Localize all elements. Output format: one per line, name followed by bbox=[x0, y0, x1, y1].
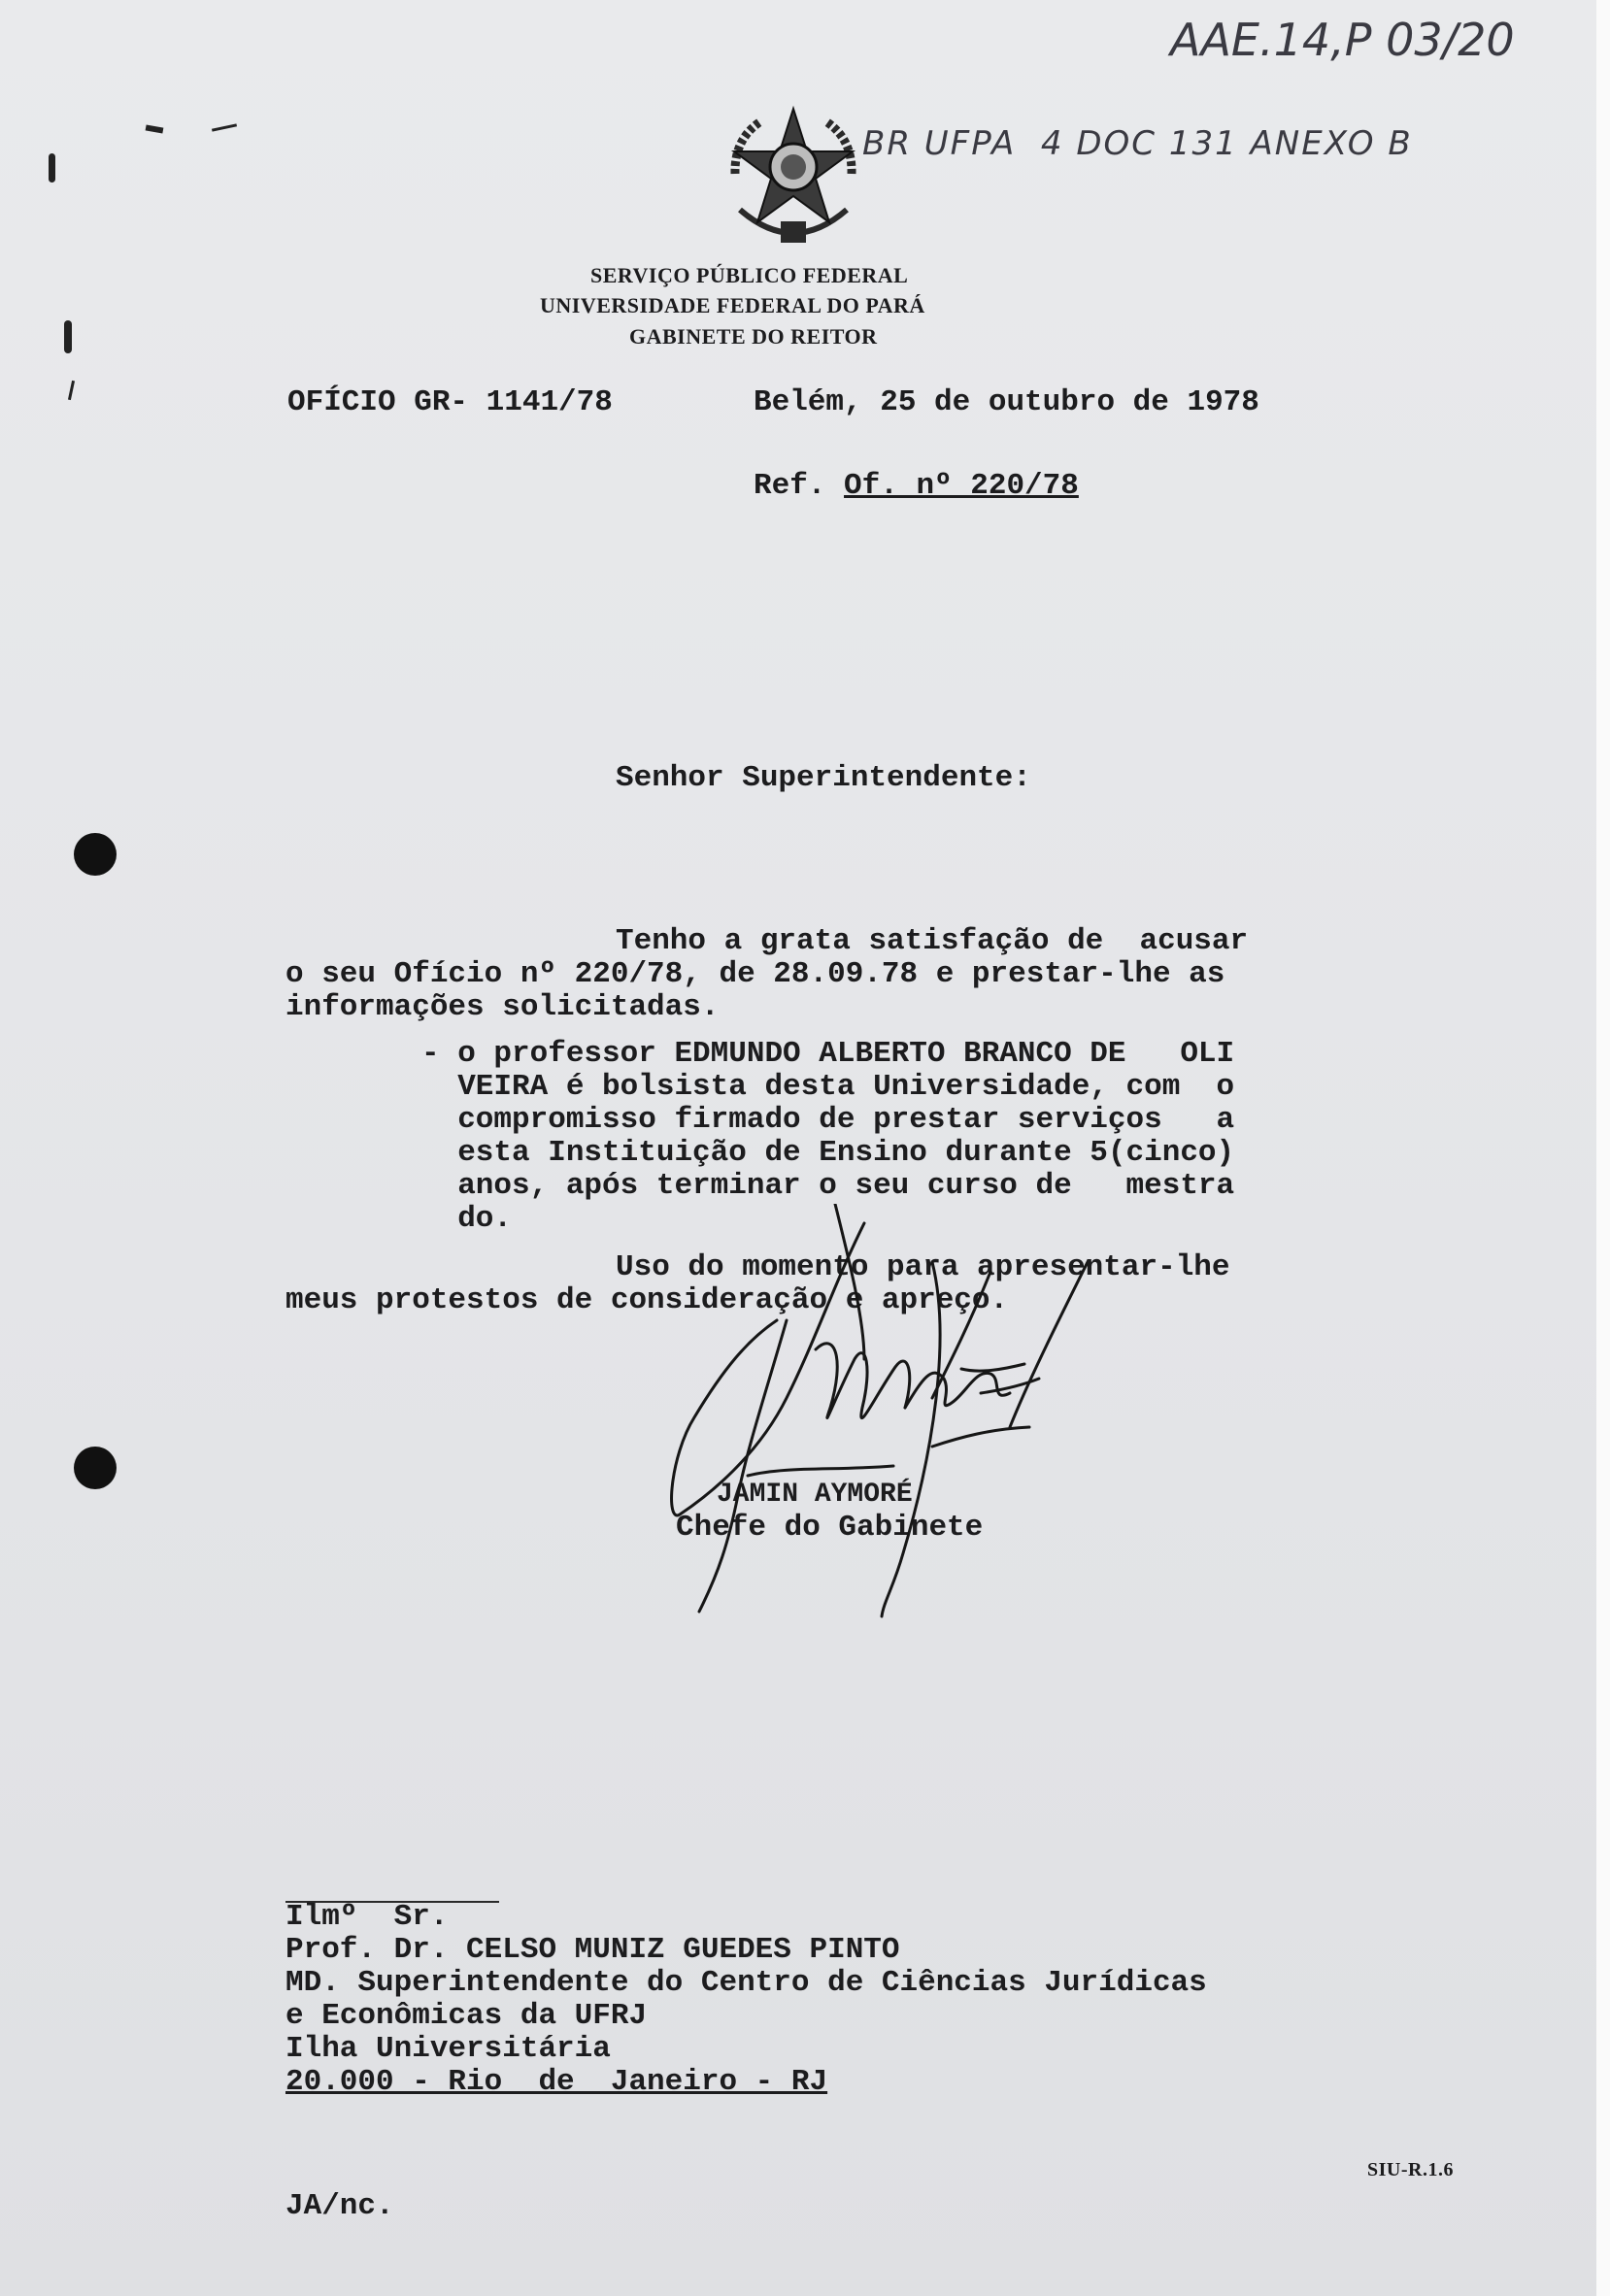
addressee-line: Ilha Universitária bbox=[285, 2032, 611, 2066]
paragraph-line: informações solicitadas. bbox=[285, 990, 720, 1024]
oficio-number: OFÍCIO GR- 1141/78 bbox=[287, 385, 613, 419]
item-line: anos, após terminar o seu curso de mestra bbox=[421, 1169, 1235, 1203]
archive-note-doc: BR UFPA 4 DOC 131 ANEXO B bbox=[862, 124, 1413, 163]
addressee-line: Prof. Dr. CELSO MUNIZ GUEDES PINTO bbox=[285, 1933, 900, 1967]
item-line: - o professor EDMUNDO ALBERTO BRANCO DE OLI bbox=[421, 1037, 1235, 1071]
reference-value: Of. nº 220/78 bbox=[844, 469, 1079, 503]
form-code: SIU-R.1.6 bbox=[1367, 2159, 1454, 2180]
letterhead-university: UNIVERSIDADE FEDERAL DO PARÁ bbox=[540, 293, 925, 317]
handwritten-signature-icon bbox=[641, 1204, 1088, 1621]
paragraph-line: o seu Ofício nº 220/78, de 28.09.78 e prestar-lhe as bbox=[285, 957, 1225, 991]
speck bbox=[49, 153, 55, 183]
punch-hole-top bbox=[74, 833, 117, 876]
brazil-coat-of-arms-icon bbox=[721, 101, 866, 247]
addressee-line: MD. Superintendente do Centro de Ciências Jurídicas bbox=[285, 1966, 1207, 2000]
reference-prefix: Ref. bbox=[754, 469, 826, 503]
typist-initials: JA/nc. bbox=[285, 2189, 394, 2223]
reference bbox=[754, 470, 1079, 503]
addressee-line: Ilmº Sr. bbox=[285, 1900, 449, 1934]
signatory-name: JAMIN AYMORÉ bbox=[717, 1480, 913, 1510]
signatory-title: Chefe do Gabinete bbox=[676, 1511, 984, 1545]
archive-note-top: AAE.14,P 03/20 bbox=[1170, 14, 1515, 66]
item-line: esta Instituição de Ensino durante 5(cinco) bbox=[421, 1136, 1235, 1170]
punch-hole-bottom bbox=[74, 1447, 117, 1489]
closing-line: meus protestos de consideração e apreço. bbox=[285, 1283, 1009, 1317]
page-edge bbox=[1596, 0, 1610, 2296]
item-line: do. bbox=[421, 1202, 513, 1236]
speck bbox=[64, 320, 72, 353]
salutation: Senhor Superintendente: bbox=[616, 761, 1031, 795]
addressee-city: 20.000 - Rio de Janeiro - RJ bbox=[285, 2065, 828, 2099]
addressee-line: e Econômicas da UFRJ bbox=[285, 1999, 648, 2033]
item-line: VEIRA é bolsista desta Universidade, com o bbox=[421, 1070, 1235, 1104]
item-line: compromisso firmado de prestar serviços a bbox=[421, 1103, 1235, 1137]
letter-date: Belém, 25 de outubro de 1978 bbox=[754, 385, 1259, 419]
letterhead-office: GABINETE DO REITOR bbox=[629, 324, 878, 349]
paragraph-line: Tenho a grata satisfação de acusar bbox=[616, 924, 1249, 958]
closing-line: Uso do momento para apresentar-lhe bbox=[616, 1250, 1230, 1284]
letterhead-service: SERVIÇO PÚBLICO FEDERAL bbox=[590, 263, 909, 287]
